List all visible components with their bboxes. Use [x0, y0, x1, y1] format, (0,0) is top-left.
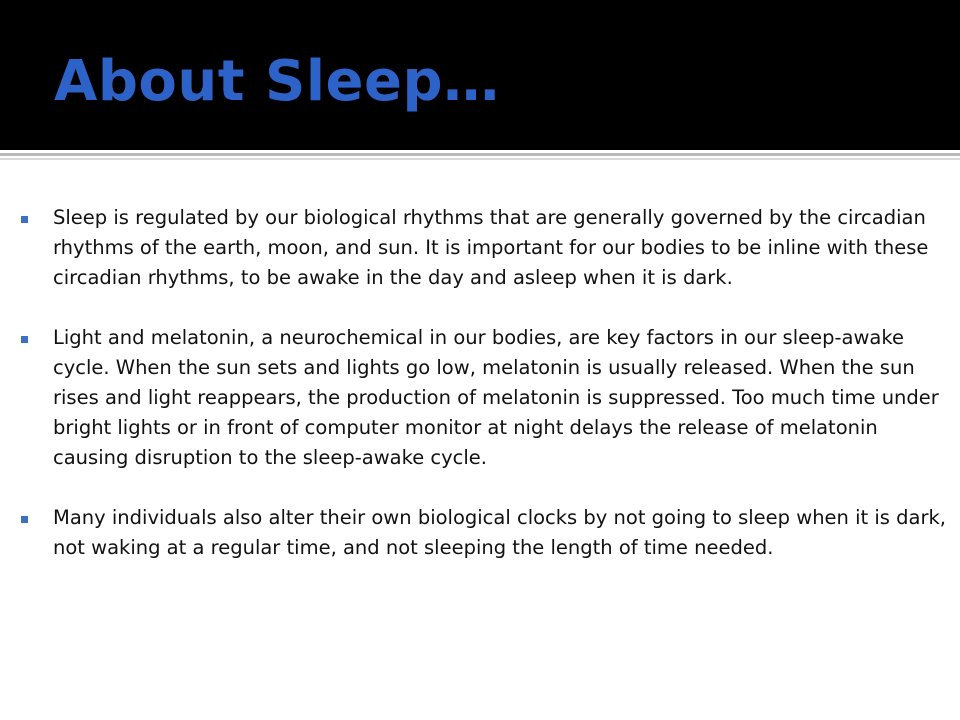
bullet-text: Light and melatonin, a neurochemical in our bodies, are key factors in our sleep-awake cycle. When the sun sets and lights go low, melatonin is usually released. When the sun rises and light reappears, the production of melatonin is suppressed. Too much time under bright lights or in front of computer monitor at night delays the release of melatonin causing disruption to the sleep-awake cycle.	[53, 326, 939, 469]
bullet-text: Many individuals also alter their own biological clocks by not going to sleep when it is dark, not waking at a regular time, and not sleeping the length of time needed.	[53, 506, 946, 559]
header-divider	[0, 153, 960, 156]
bullet-list	[20, 203, 952, 563]
header-band	[0, 0, 960, 150]
square-bullet-icon	[21, 336, 28, 343]
square-bullet-icon	[21, 216, 28, 223]
bullet-text: Sleep is regulated by our biological rhythms that are generally governed by the circadian rhythms of the earth, moon, and sun. It is important for our bodies to be inline with these circadian rhythms, to be awake in the day and asleep when it is dark.	[53, 206, 929, 289]
bullet-item	[20, 203, 952, 293]
header-divider-secondary	[0, 158, 960, 160]
square-bullet-icon	[21, 516, 28, 523]
bullet-item	[20, 323, 952, 473]
slide-title: About Sleep…	[54, 49, 500, 114]
bullet-item	[20, 503, 952, 563]
